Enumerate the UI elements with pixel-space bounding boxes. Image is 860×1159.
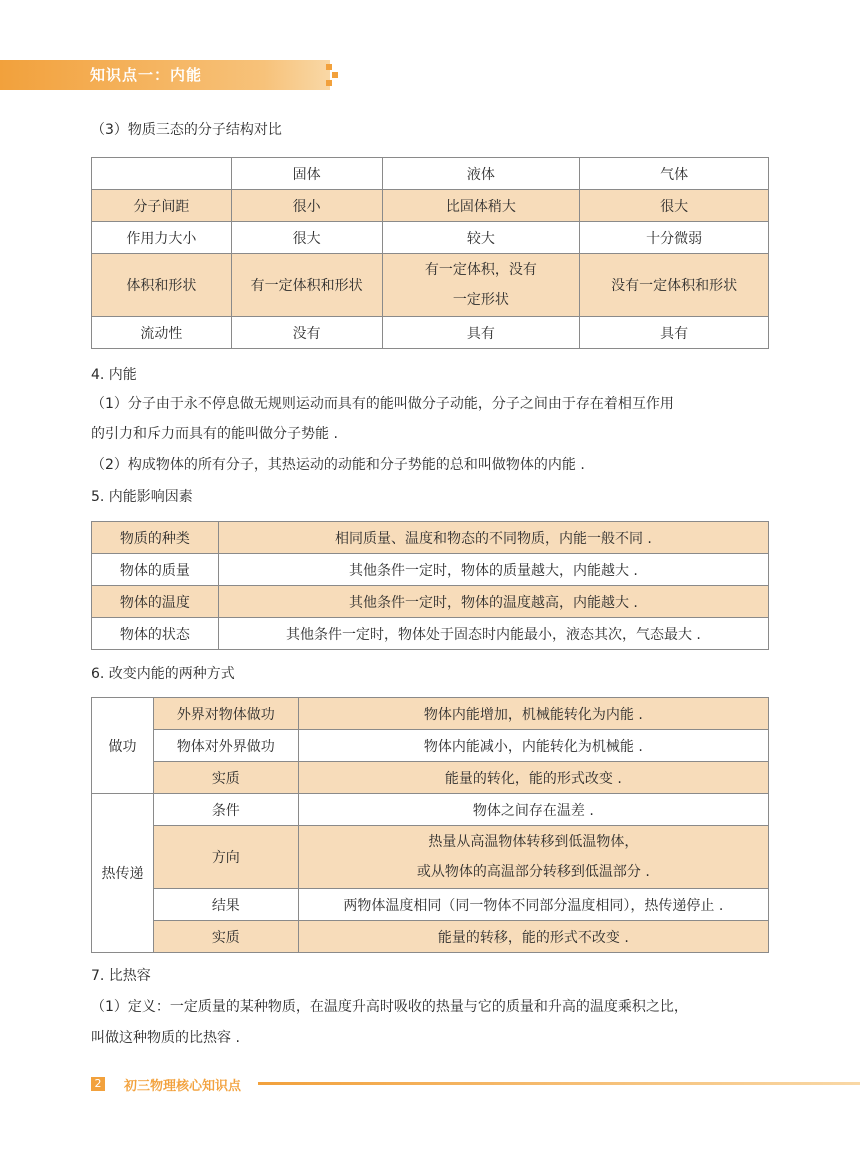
paragraph: （2）构成物体的所有分子，其热运动的动能和分子势能的总和叫做物体的内能 . [91, 457, 585, 473]
row-label: 作用力大小 [92, 222, 232, 254]
row-label: 实质 [153, 762, 298, 794]
row-label: 物体的质量 [92, 554, 219, 586]
table-cell: 物体内能减小，内能转化为机械能 . [298, 730, 768, 762]
row-label: 物体的温度 [92, 586, 219, 618]
paragraph: 的引力和斥力而具有的能叫做分子势能 . [91, 426, 338, 442]
table-cell: 没有一定体积和形状 [580, 254, 769, 317]
row-label: 实质 [153, 921, 298, 953]
cell-line: 有一定体积，没有 [424, 262, 537, 278]
table-header-cell: 气体 [580, 158, 769, 190]
row-label: 体积和形状 [92, 254, 232, 317]
table-cell: 没有 [231, 317, 382, 349]
row-label: 方向 [153, 826, 298, 889]
table-cell: 能量的转移，能的形式不改变 . [298, 921, 768, 953]
section5-heading: 5. 内能影响因素 [91, 489, 193, 505]
paragraph: 叫做这种物质的比热容 . [91, 1030, 240, 1046]
cell-line: 或从物体的高温部分转移到低温部分 . [416, 864, 650, 880]
table-row [92, 554, 769, 586]
cell-line: 热量从高温物体转移到低温物体， [428, 834, 639, 850]
table-row [92, 921, 769, 953]
table-row [92, 794, 769, 826]
table-cell: 很大 [231, 222, 382, 254]
row-label: 外界对物体做功 [153, 698, 298, 730]
table-row [92, 522, 769, 554]
paragraph: （1）分子由于永不停息做无规则运动而具有的能叫做分子动能，分子之间由于存在着相互作用 [91, 396, 674, 412]
table-cell: 具有 [580, 317, 769, 349]
table-cell: 其他条件一定时，物体处于固态时内能最小，液态其次，气态最大 . [218, 618, 768, 650]
table-cell: 具有 [382, 317, 580, 349]
table-header-cell [92, 158, 232, 190]
table-row [92, 730, 769, 762]
table-header-row [92, 158, 769, 190]
table-cell: 两物体温度相同（同一物体不同部分温度相同），热传递停止 . [298, 889, 768, 921]
page-number: 2 [91, 1077, 105, 1091]
header-decoration [326, 64, 338, 86]
table-cell [382, 254, 580, 317]
table-row [92, 586, 769, 618]
table-row [92, 762, 769, 794]
section4-heading: 4. 内能 [91, 367, 137, 383]
table-cell [298, 826, 768, 889]
table-cell: 其他条件一定时，物体的质量越大，内能越大 . [218, 554, 768, 586]
footer-rule [258, 1082, 860, 1085]
group-label: 热传递 [92, 794, 154, 953]
cell-line: 一定形状 [452, 292, 509, 308]
section6-heading: 6. 改变内能的两种方式 [91, 666, 235, 682]
table-cell: 物体之间存在温差 . [298, 794, 768, 826]
table-row [92, 190, 769, 222]
page-title: 知识点一：内能 [90, 66, 203, 84]
row-label: 结果 [153, 889, 298, 921]
table-row [92, 889, 769, 921]
row-label: 物体对外界做功 [153, 730, 298, 762]
section3-heading: （3）物质三态的分子结构对比 [91, 122, 282, 138]
table-cell: 有一定体积和形状 [231, 254, 382, 317]
group-label: 做功 [92, 698, 154, 794]
table-cell: 很大 [580, 190, 769, 222]
table-cell: 比固体稍大 [382, 190, 580, 222]
row-label: 分子间距 [92, 190, 232, 222]
row-label: 物体的状态 [92, 618, 219, 650]
energy-change-table [91, 697, 769, 953]
table-row [92, 698, 769, 730]
row-label: 条件 [153, 794, 298, 826]
table-cell: 能量的转化，能的形式改变 . [298, 762, 768, 794]
table-row [92, 826, 769, 889]
table-cell: 较大 [382, 222, 580, 254]
table-row [92, 222, 769, 254]
row-label: 物质的种类 [92, 522, 219, 554]
states-comparison-table [91, 157, 769, 349]
table-cell: 物体内能增加，机械能转化为内能 . [298, 698, 768, 730]
table-row [92, 317, 769, 349]
table-header-cell: 固体 [231, 158, 382, 190]
table-cell: 十分微弱 [580, 222, 769, 254]
section7-heading: 7. 比热容 [91, 968, 151, 984]
table-cell: 其他条件一定时，物体的温度越高，内能越大 . [218, 586, 768, 618]
table-cell: 相同质量、温度和物态的不同物质，内能一般不同 . [218, 522, 768, 554]
table-header-cell: 液体 [382, 158, 580, 190]
table-row [92, 618, 769, 650]
table-row [92, 254, 769, 317]
factors-table [91, 521, 769, 650]
row-label: 流动性 [92, 317, 232, 349]
paragraph: （1）定义：一定质量的某种物质，在温度升高时吸收的热量与它的质量和升高的温度乘积之比， [91, 999, 688, 1015]
book-title: 初三物理核心知识点 [124, 1079, 242, 1094]
table-cell: 很小 [231, 190, 382, 222]
